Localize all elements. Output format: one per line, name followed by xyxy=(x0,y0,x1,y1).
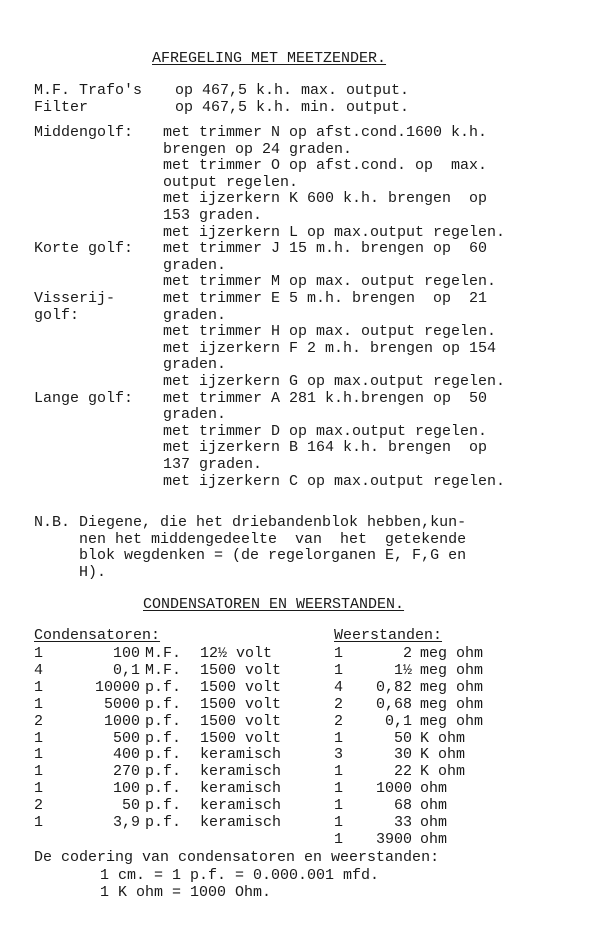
section-line: met trimmer J 15 m.h. brengen op 60 xyxy=(163,240,488,258)
resistor-value: 3900 xyxy=(375,830,412,848)
resistor-value: 68 xyxy=(393,797,412,815)
capacitor-qty: 1 xyxy=(34,729,44,747)
nb-line: H). xyxy=(34,563,107,581)
capacitor-value: 0,1 xyxy=(112,661,140,679)
section-line: graden. xyxy=(163,406,227,424)
section-line: met trimmer O op afst.cond. op max. xyxy=(163,157,488,175)
section-label: Visserij- xyxy=(34,290,116,307)
capacitor-spec: 1500 volt xyxy=(200,678,282,696)
capacitor-spec: 1500 volt xyxy=(200,712,282,730)
capacitor-spec: keramisch xyxy=(200,746,282,764)
capacitor-unit: p.f. xyxy=(145,712,182,730)
capacitor-unit: p.f. xyxy=(145,763,182,781)
mf-text: op 467,5 k.h. max. output. xyxy=(175,82,410,99)
section-line: met ijzerkern C op max.output regelen. xyxy=(163,472,506,490)
capacitor-unit: p.f. xyxy=(145,797,182,815)
resistor-value: 1000 xyxy=(375,780,412,798)
capacitor-unit: M.F. xyxy=(145,645,182,662)
resistor-qty: 1 xyxy=(334,729,344,747)
section-line: met trimmer E 5 m.h. brengen op 21 xyxy=(163,290,488,307)
resistor-qty: 1 xyxy=(334,830,344,848)
resistor-qty: 1 xyxy=(334,797,344,815)
capacitor-unit: p.f. xyxy=(145,695,182,713)
capacitor-qty: 1 xyxy=(34,780,44,798)
capacitor-spec: keramisch xyxy=(200,814,282,831)
resistor-unit: meg ohm xyxy=(420,695,484,713)
capacitor-spec: 1500 volt xyxy=(200,695,282,713)
resistor-unit: K ohm xyxy=(420,746,466,764)
capacitor-qty: 2 xyxy=(34,797,44,815)
nb-line: nen het middengedeelte van het getekende xyxy=(34,530,467,548)
resistor-unit: K ohm xyxy=(420,729,466,747)
section-line: met trimmer A 281 k.h.brengen op 50 xyxy=(163,389,488,407)
section-line: graden. xyxy=(163,306,227,324)
capacitor-value: 50 xyxy=(121,797,140,815)
resistor-value: 1½ xyxy=(393,661,412,679)
resistor-value: 0,68 xyxy=(375,695,412,713)
resistor-unit: meg ohm xyxy=(420,645,484,662)
resistor-value: 30 xyxy=(393,746,412,764)
capacitor-qty: 2 xyxy=(34,712,44,730)
capacitor-qty: 4 xyxy=(34,661,44,679)
resistors-header: Weerstanden: xyxy=(334,627,443,644)
mf-label: M.F. Trafo's xyxy=(34,82,143,99)
section-line: graden. xyxy=(163,356,227,374)
resistor-qty: 3 xyxy=(334,746,344,764)
page-title: AFREGELING MET MEETZENDER. xyxy=(152,50,387,67)
section-line: 153 graden. xyxy=(163,207,263,224)
capacitor-qty: 1 xyxy=(34,645,44,662)
capacitor-value: 100 xyxy=(112,780,140,798)
resistor-unit: ohm xyxy=(420,780,448,798)
resistor-qty: 1 xyxy=(334,661,344,679)
capacitor-qty: 1 xyxy=(34,763,44,781)
capacitor-unit: p.f. xyxy=(145,814,182,831)
capacitor-spec: 12½ volt xyxy=(200,645,273,662)
section-line: met ijzerkern B 164 k.h. brengen op xyxy=(163,439,488,457)
resistor-unit: meg ohm xyxy=(420,712,484,730)
capacitor-unit: p.f. xyxy=(145,729,182,747)
resistor-value: 50 xyxy=(393,729,412,747)
section-line: brengen op 24 graden. xyxy=(163,140,353,158)
capacitor-value: 5000 xyxy=(103,695,140,713)
section-line: met ijzerkern K 600 k.h. brengen op xyxy=(163,190,488,208)
capacitor-unit: p.f. xyxy=(145,678,182,696)
section-line: met ijzerkern G op max.output regelen. xyxy=(163,373,506,390)
section-line: met trimmer M op max. output regelen. xyxy=(163,273,497,291)
capacitor-spec: keramisch xyxy=(200,780,282,798)
capacitor-spec: 1500 volt xyxy=(200,729,282,747)
coding-line: 1 cm. = 1 p.f. = 0.000.001 mfd. xyxy=(100,867,380,884)
capacitor-unit: M.F. xyxy=(145,661,182,679)
section-title-components: CONDENSATOREN EN WEERSTANDEN. xyxy=(143,596,405,613)
capacitor-spec: keramisch xyxy=(200,763,282,781)
section-line: met ijzerkern L op max.output regelen. xyxy=(163,223,506,241)
resistor-unit: ohm xyxy=(420,797,448,815)
section-label: golf: xyxy=(34,306,80,324)
resistor-value: 0,82 xyxy=(375,678,412,696)
section-line: met ijzerkern F 2 m.h. brengen op 154 xyxy=(163,339,497,357)
capacitor-qty: 1 xyxy=(34,814,44,831)
resistor-qty: 1 xyxy=(334,763,344,781)
nb-line: blok wegdenken = (de regelorganen E, F,G en xyxy=(34,547,467,565)
capacitor-value: 1000 xyxy=(103,712,140,730)
section-line: met trimmer H op max. output regelen. xyxy=(163,323,497,341)
filter-text: op 467,5 k.h. min. output. xyxy=(175,99,410,116)
coding-line: 1 K ohm = 1000 Ohm. xyxy=(100,883,272,901)
capacitor-spec: keramisch xyxy=(200,797,282,815)
section-line: met trimmer D op max.output regelen. xyxy=(163,422,488,440)
section-label: Korte golf: xyxy=(34,240,134,258)
capacitor-qty: 1 xyxy=(34,678,44,696)
nb-line: N.B. Diegene, die het driebandenblok hebben,kun- xyxy=(34,514,467,531)
coding-title: De codering van condensatoren en weerstanden: xyxy=(34,849,440,866)
resistor-value: 22 xyxy=(393,763,412,781)
capacitor-unit: p.f. xyxy=(145,746,182,764)
section-line: graden. xyxy=(163,256,227,274)
capacitor-qty: 1 xyxy=(34,695,44,713)
resistor-value: 0,1 xyxy=(384,712,412,730)
resistor-unit: meg ohm xyxy=(420,661,484,679)
section-line: output regelen. xyxy=(163,173,299,191)
capacitor-value: 10000 xyxy=(94,678,140,696)
resistor-qty: 2 xyxy=(334,695,344,713)
capacitor-value: 3,9 xyxy=(112,814,140,831)
resistor-unit: meg ohm xyxy=(420,678,484,696)
resistor-value: 33 xyxy=(393,814,412,831)
resistor-qty: 1 xyxy=(334,780,344,798)
resistor-unit: ohm xyxy=(420,814,448,831)
capacitor-value: 400 xyxy=(112,746,140,764)
section-label: Lange golf: xyxy=(34,389,134,407)
capacitor-spec: 1500 volt xyxy=(200,661,282,679)
resistor-value: 2 xyxy=(402,645,412,662)
resistor-qty: 1 xyxy=(334,645,344,662)
filter-label: Filter xyxy=(34,99,89,116)
section-line: 137 graden. xyxy=(163,456,263,473)
section-line: met trimmer N op afst.cond.1600 k.h. xyxy=(163,124,488,141)
resistor-unit: K ohm xyxy=(420,763,466,781)
capacitor-value: 500 xyxy=(112,729,140,747)
capacitor-qty: 1 xyxy=(34,746,44,764)
capacitor-unit: p.f. xyxy=(145,780,182,798)
resistor-qty: 2 xyxy=(334,712,344,730)
resistor-qty: 1 xyxy=(334,814,344,831)
capacitor-value: 100 xyxy=(112,645,140,662)
capacitors-header: Condensatoren: xyxy=(34,627,161,644)
resistor-unit: ohm xyxy=(420,830,448,848)
capacitor-value: 270 xyxy=(112,763,140,781)
section-label: Middengolf: xyxy=(34,124,134,141)
resistor-qty: 4 xyxy=(334,678,344,696)
